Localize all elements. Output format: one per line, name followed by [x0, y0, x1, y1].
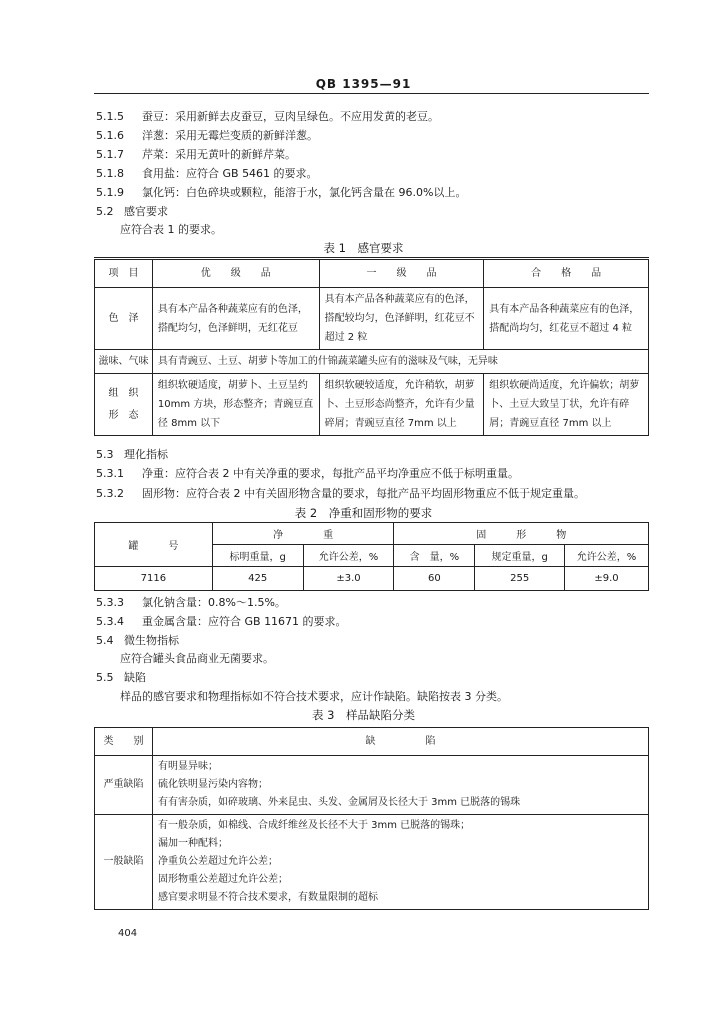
table-header-cell: 罐 号 [95, 523, 213, 567]
table-row-label: 组 织 形 态 [95, 374, 153, 436]
clause: 5.1.9 氯化钙：白色碎块或颗粒，能溶于水，氯化钙含量在 96.0%以上。 [96, 186, 467, 199]
table-caption: 表 3 样品缺陷分类 [312, 708, 415, 722]
defect-table [94, 727, 649, 910]
table-header-cell: 净 重 [212, 523, 394, 545]
table-cell: 60 [394, 567, 475, 591]
clause: 5.1.8 食用盐：应符合 GB 5461 的要求。 [96, 167, 318, 180]
table-top-rule [94, 257, 649, 258]
defect-item: 有一般杂质，如棉线、合成纤维丝及长径不大于 3mm 已脱落的锡珠； [157, 820, 471, 831]
table-subheader-cell: 标明重量，g [212, 545, 303, 567]
document-code-header: QB 1395—91 [315, 77, 412, 91]
defect-item: 漏加一种配料； [157, 838, 228, 849]
table-subheader-cell: 含 量，% [394, 545, 475, 567]
table-header-cell: 缺 陷 [152, 728, 648, 756]
defect-item: 净重负公差超过允许公差； [157, 856, 278, 867]
table-caption: 表 1 感官要求 [323, 241, 404, 255]
defect-category: 严重缺陷 [95, 756, 153, 815]
table-caption: 表 2 净重和固形物的要求 [294, 506, 433, 520]
table-cell: 255 [475, 567, 565, 591]
defect-category: 一般缺陷 [95, 815, 153, 910]
clause: 5.1.5 蚕豆：采用新鲜去皮蚕豆，豆肉呈绿色。不应用发黄的老豆。 [96, 110, 439, 123]
header-rule [94, 93, 649, 94]
defect-list [152, 815, 648, 910]
table-row-label: 滋味、气味 [95, 350, 153, 374]
defect-item: 硫化铁明显污染内容物； [157, 779, 268, 790]
table-cell: 组织软硬较适度，允许稍软，胡萝卜、土豆形态尚整齐，允许有少量碎屑；青豌豆直径 7mm 以上 [319, 374, 484, 436]
table-header-cell: 优 级 品 [152, 260, 319, 288]
table-cell: 具有本产品各种蔬菜应有的色泽，搭配尚均匀，红花豆不超过 4 粒 [484, 288, 649, 350]
table-header-cell: 项 目 [95, 260, 153, 288]
defect-item: 感官要求明显不符合技术要求，有数量限制的超标 [157, 892, 378, 903]
defect-item: 有有害杂质，如碎玻璃、外来昆虫、头发、金属屑及长径大于 3mm 已脱落的锡珠 [157, 797, 521, 808]
paragraph: 应符合罐头食品商业无菌要求。 [120, 652, 274, 665]
table-header-cell: 合 格 品 [484, 260, 649, 288]
clause: 5.1.6 洋葱：采用无霉烂变质的新鲜洋葱。 [96, 129, 318, 142]
clause-heading: 5.3 理化指标 [96, 448, 168, 461]
sensory-table [94, 259, 649, 436]
table-cell: 组织软硬尚适度，允许偏软；胡萝卜、土豆大致呈丁状，允许有碎屑；青豌豆直径 7mm 以上 [484, 374, 649, 436]
table-subheader-cell: 规定重量，g [475, 545, 565, 567]
clause-heading: 5.5 缺陷 [96, 671, 146, 684]
clause: 5.3.1 净重：应符合表 2 中有关净重的要求，每批产品平均净重应不低于标明重量。 [96, 467, 519, 480]
table-cell: 7116 [95, 567, 213, 591]
defect-item: 有明显异味； [157, 761, 218, 772]
table-cell: 具有本产品各种蔬菜应有的色泽，搭配较均匀，色泽鲜明，红花豆不超过 2 粒 [319, 288, 484, 350]
table-subheader-cell: 允许公差，% [303, 545, 394, 567]
table-cell: 425 [212, 567, 303, 591]
clause: 5.3.2 固形物：应符合表 2 中有关固形物含量的要求，每批产品平均固形物重应不低于规定重量。 [96, 487, 585, 500]
table-subheader-cell: 允许公差，% [565, 545, 649, 567]
table-cell: 具有青豌豆、土豆、胡萝卜等加工的什锦蔬菜罐头应有的滋味及气味，无异味 [152, 350, 648, 374]
defect-item: 固形物重公差超过允许公差； [157, 874, 288, 885]
table-header-cell: 一 级 品 [319, 260, 484, 288]
net-weight-table [94, 522, 649, 591]
paragraph: 应符合表 1 的要求。 [120, 223, 222, 236]
page-number: 404 [118, 928, 138, 939]
clause: 5.1.7 芹菜：采用无黄叶的新鲜芹菜。 [96, 148, 296, 161]
table-cell: ±9.0 [565, 567, 649, 591]
clause-heading: 5.4 微生物指标 [96, 634, 179, 647]
table-cell: ±3.0 [303, 567, 394, 591]
table-cell: 具有本产品各种蔬菜应有的色泽，搭配均匀，色泽鲜明，无红花豆 [152, 288, 319, 350]
table-cell: 组织软硬适度，胡萝卜、土豆呈约 10mm 方块，形态整齐；青豌豆直径 8mm 以下 [152, 374, 319, 436]
table-header-cell: 类 别 [95, 728, 153, 756]
clause: 5.3.4 重金属含量：应符合 GB 11671 的要求。 [96, 615, 347, 628]
clause-heading: 5.2 感官要求 [96, 205, 168, 218]
table-header-cell: 固 形 物 [394, 523, 649, 545]
defect-list [152, 756, 648, 815]
clause: 5.3.3 氯化钠含量：0.8%～1.5%。 [96, 596, 286, 609]
table-row-label: 色 泽 [95, 288, 153, 350]
paragraph: 样品的感官要求和物理指标如不符合技术要求，应计作缺陷。缺陷按表 3 分类。 [120, 690, 508, 703]
